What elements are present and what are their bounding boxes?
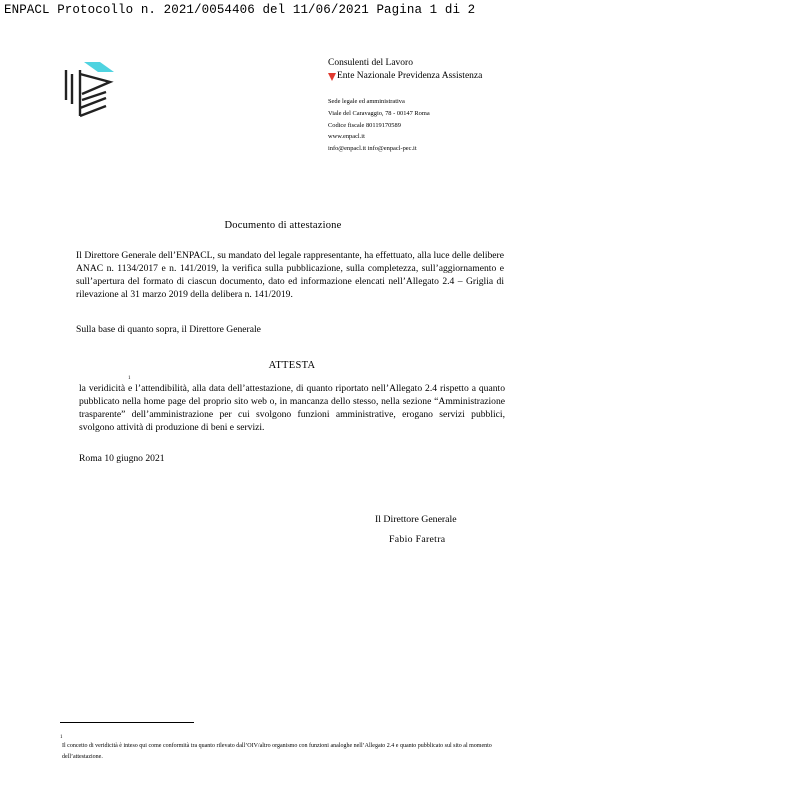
enpacl-logo-icon (58, 60, 120, 122)
document-title: Documento di attestazione (224, 220, 342, 231)
address-line: Viale del Caravaggio, 78 - 00147 Roma (328, 109, 430, 117)
address-line: Codice fiscale 80119170589 (328, 121, 401, 129)
paragraph-attestation: la veridicità e l’attendibilità, alla data dell’attestazione, di quanto riportato nell’Allegato 2.4 rispetto a quanto pubblicato nella home page del proprio sito web o, in mancanza dello stesso, nella sezione “Amministrazione trasparente” dell’amministrazione per cui svolgono funzioni amministrative, erogano servizi pubblici, svolgono attività di produzione di beni e servizi. (79, 383, 505, 433)
org-line-1: Consulenti del Lavoro (328, 58, 413, 68)
protocol-header: ENPACL Protocollo n. 2021/0054406 del 11/06/2021 Pagina 1 di 2 (4, 3, 476, 17)
address-line: www.enpacl.it (328, 133, 365, 141)
signature-name: Fabio Faretra (389, 534, 446, 545)
org-address (328, 96, 628, 155)
footnote-number: 1 (60, 735, 63, 740)
document-date: Roma 10 giugno 2021 (79, 453, 165, 464)
footnote-text: Il concetto di veridicità è inteso qui come conformità tra quanto rilevato dall’OIV/altro organismo con funzioni analoghe nell’Allegato 2.4 e quanto pubblicato sul sito al momento dell’attestazione. (62, 743, 492, 760)
attesta-heading: ATTESTA (268, 360, 316, 371)
address-line: Sede legale ed amministrativa (328, 98, 405, 105)
signature-role: Il Direttore Generale (375, 514, 457, 525)
org-line-2 (328, 70, 628, 83)
red-triangle-icon (328, 73, 336, 81)
paragraph-verification: Il Direttore Generale dell’ENPACL, su mandato del legale rappresentante, ha effettuato, alla luce delle delibere ANAC n. 1134/2017 e n. 141/2019, la verifica sulla pubblicazione, sulla completezza, sull’aggiornamento e sull’apertura del formato di ciascun documento, dato ed informazione elencati nell’Allegato 2.4 – Griglia di rilevazione al 31 marzo 2019 della delibera n. 141/2019. (76, 250, 504, 300)
paragraph-basis: Sulla base di quanto sopra, il Direttore Generale (76, 324, 261, 335)
footnote-reference: 1 (128, 376, 131, 381)
org-info-block (328, 57, 628, 155)
address-line: info@enpacl.it info@enpacl-pec.it (328, 145, 417, 153)
org-line-2-text: Ente Nazionale Previdenza Assistenza (337, 71, 483, 81)
footnote-divider (60, 722, 194, 723)
